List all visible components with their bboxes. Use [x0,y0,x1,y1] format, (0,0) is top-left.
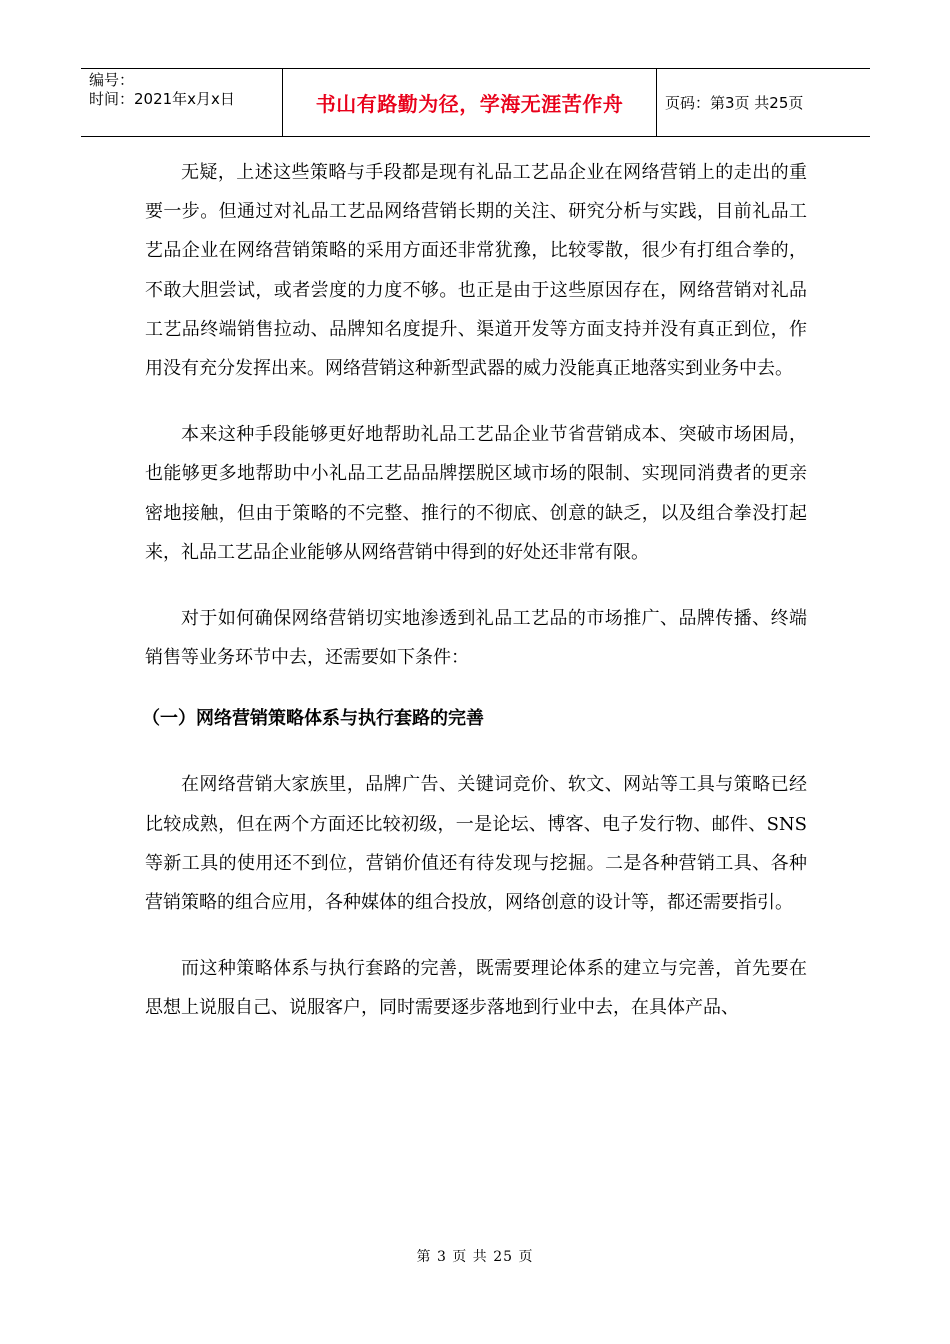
header-page-info: 页码：第3页 共25页 [665,94,804,112]
page-footer: 第 3 页 共 25 页 [416,1249,534,1265]
paragraph: 在网络营销大家族里，品牌广告、关键词竞价、软文、网站等工具与策略已经比较成熟，但在两个方面还比较初级，一是论坛、博客、电子发行物、邮件、SNS等新工具的使用还不到位，营销价值还有待发现与挖掘。二是各种营销工具、各种营销策略的组合应用，各种媒体的组合投放，网络创意的设计等，都还需要指引。 [145,774,807,914]
page-header [81,68,870,137]
doc-time-label: 时间：2021年x月x日 [89,90,235,108]
header-meta [81,69,282,136]
paragraph: 本来这种手段能够更好地帮助礼品工艺品企业节省营销成本、突破市场困局，也能够更多地帮助中小礼品工艺品品牌摆脱区域市场的限制、实现同消费者的更亲密地接触，但由于策略的不完整、推行的不彻底、创意的缺乏，以及组合拳没打起来，礼品工艺品企业能够从网络营销中得到的好处还非常有限。 [145,424,807,563]
header-motto: 书山有路勤为径，学海无涯苦作舟 [282,69,657,136]
paragraph: 无疑，上述这些策略与手段都是现有礼品工艺品企业在网络营销上的走出的重要一步。但通过对礼品工艺品网络营销长期的关注、研究分析与实践，目前礼品工艺品企业在网络营销策略的采用方面还非常犹豫，比较零散，很少有打组合拳的，不敢大胆尝试，或者尝度的力度不够。也正是由于这些原因存在，网络营销对礼品工艺品终端销售拉动、品牌知名度提升、渠道开发等方面支持并没有真正到位，作用没有充分发挥出来。网络营销这种新型武器的威力没能真正地落实到业务中去。 [145,162,807,380]
doc-number-label: 编号： [89,71,135,89]
section-heading: （一）网络营销策略体系与执行套路的完善 [142,708,484,730]
paragraph: 而这种策略体系与执行套路的完善，既需要理论体系的建立与完善，首先要在思想上说服自己、说服客户，同时需要逐步落地到行业中去，在具体产品、 [145,958,807,1019]
paragraph: 对于如何确保网络营销切实地渗透到礼品工艺品的市场推广、品牌传播、终端销售等业务环节中去，还需要如下条件： [145,608,807,669]
document-body [142,153,807,1028]
